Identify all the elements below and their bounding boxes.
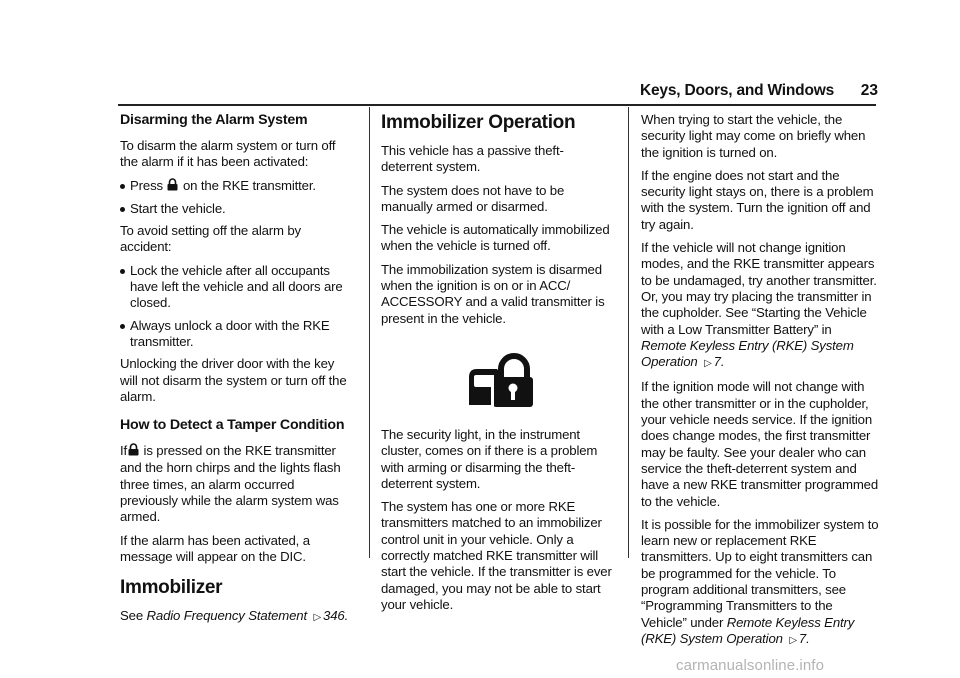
- list-item: [120, 318, 354, 351]
- paragraph-text: is pressed on the RKE transmitter and the horn chirps and the lights flash three times, an alarm occurred previously while the alarm system was armed.: [120, 443, 341, 525]
- paragraph: If the engine does not start and the security light stays on, there is a problem with the system. Turn the ignition off and try again.: [641, 167, 874, 232]
- reference-page[interactable]: 346: [323, 608, 345, 624]
- paragraph: [120, 443, 354, 525]
- lock-key-icon: [167, 178, 178, 195]
- paragraph: When trying to start the vehicle, the security light may come on briefly when the ignition is turned on.: [641, 112, 866, 160]
- page-reference-arrow-icon: ▷: [789, 634, 797, 646]
- paragraph: If the ignition mode will not change with the other transmitter or in the cupholder, your vehicle needs service. If the ignition does change modes, the first transmitter may be faulty. See your dealer who can service the theft-deterrent system and have a new RKE transmitter programmed to the vehicle.: [641, 379, 879, 509]
- bullet-icon: [120, 269, 125, 274]
- paragraph: [641, 240, 879, 372]
- reference-page[interactable]: 7: [713, 354, 721, 370]
- heading-immobilizer: Immobilizer: [120, 577, 223, 599]
- paragraph: The security light, in the instrument cluster, comes on if there is a problem with arming or disarming the theft-deterrent system.: [381, 426, 598, 491]
- list-item: [120, 263, 354, 312]
- reference-link-prefix[interactable]: Remote: [726, 614, 773, 630]
- column-2: [381, 112, 613, 620]
- heading-disarming-alarm: Disarming the Alarm System: [120, 112, 308, 128]
- paragraph-text: If the vehicle will not change ignition modes, and the RKE transmitter appears to be undamaged, try another transmitter. Or, you may try placing the transmitter in the cupholder. See “Starting the Vehicle with a Low Transmitter Battery” in: [641, 240, 877, 337]
- paragraph-text: It is possible for the immobilizer system to learn new or replacement RKE transmitters. Up to eight transmitters can be programmed for the vehicle. To program additional transmitters, see “Programming Transmitters to the Vehicle” under: [641, 516, 879, 630]
- page-reference-arrow-icon: ▷: [704, 358, 712, 370]
- paragraph-text: .: [720, 354, 725, 370]
- bullet-icon: [120, 324, 125, 329]
- paragraph-text: If: [120, 443, 128, 459]
- paragraph: The immobilization system is disarmed when the ignition is on or in ACC/ ACCESSORY and a valid transmitter is present in the vehicle.: [381, 261, 605, 326]
- paragraph-text: .: [806, 630, 810, 646]
- column-3: [641, 112, 879, 656]
- paragraph-text: .: [344, 608, 349, 624]
- paragraph: [641, 517, 879, 649]
- header-divider: [118, 104, 876, 106]
- heading-immobilizer-operation: Immobilizer Operation: [381, 112, 576, 133]
- bullet-icon: [120, 207, 125, 212]
- list-item-text: Start the vehicle.: [130, 200, 226, 216]
- list-item-text: on the RKE transmitter.: [183, 177, 316, 193]
- cross-reference: [120, 608, 354, 626]
- column-divider: [628, 107, 629, 558]
- paragraph: Unlocking the driver door with the key will not disarm the system or turn off the alarm.: [120, 356, 347, 404]
- list-item: [120, 201, 354, 217]
- paragraph: The vehicle is automatically immobilized when the vehicle is turned off.: [381, 222, 610, 254]
- column-1: [120, 112, 354, 634]
- paragraph: This vehicle has a passive theft-deterrent system.: [381, 143, 564, 175]
- page-reference-arrow-icon: ▷: [313, 612, 322, 624]
- paragraph: To avoid setting off the alarm by accident:: [120, 223, 302, 255]
- reference-link[interactable]: Remote Keyless Entry (RKE) System Operation: [641, 337, 854, 370]
- watermark: carmanualsonline.info: [676, 657, 825, 674]
- list-item-text: Always unlock a door with the RKE transmitter.: [130, 317, 330, 349]
- paragraph: To disarm the alarm system or turn off the alarm if it has been activated:: [120, 138, 336, 170]
- reference-page[interactable]: 7: [798, 630, 807, 646]
- bullet-icon: [120, 184, 125, 189]
- paragraph: The system does not have to be manually armed or disarmed.: [381, 182, 565, 214]
- list-item: [120, 178, 354, 195]
- column-divider: [369, 107, 370, 558]
- reference-link[interactable]: Radio Frequency Statement: [146, 608, 307, 624]
- reference-link[interactable]: Keyless Entry (RKE) System Operation: [641, 614, 855, 646]
- running-header-title: Keys, Doors, and Windows: [639, 82, 834, 99]
- lock-key-icon: [128, 443, 139, 460]
- paragraph: If the alarm has been activated, a message will appear on the DIC.: [120, 532, 310, 564]
- list-item-text: Lock the vehicle after all occupants have left the vehicle and all doors are closed.: [130, 262, 343, 311]
- page-number: 23: [860, 82, 878, 99]
- list-item-text: Press: [130, 177, 163, 193]
- security-light-icon: [467, 353, 533, 407]
- heading-tamper-condition: How to Detect a Tamper Condition: [120, 417, 345, 434]
- paragraph: The system has one or more RKE transmitters matched to an immobilizer control unit in your vehicle. Only a correctly matched RKE transmitter will start the vehicle. If the transmitter is ever damaged, you may not be able to start your vehicle.: [381, 499, 612, 612]
- paragraph-text: See: [120, 608, 144, 624]
